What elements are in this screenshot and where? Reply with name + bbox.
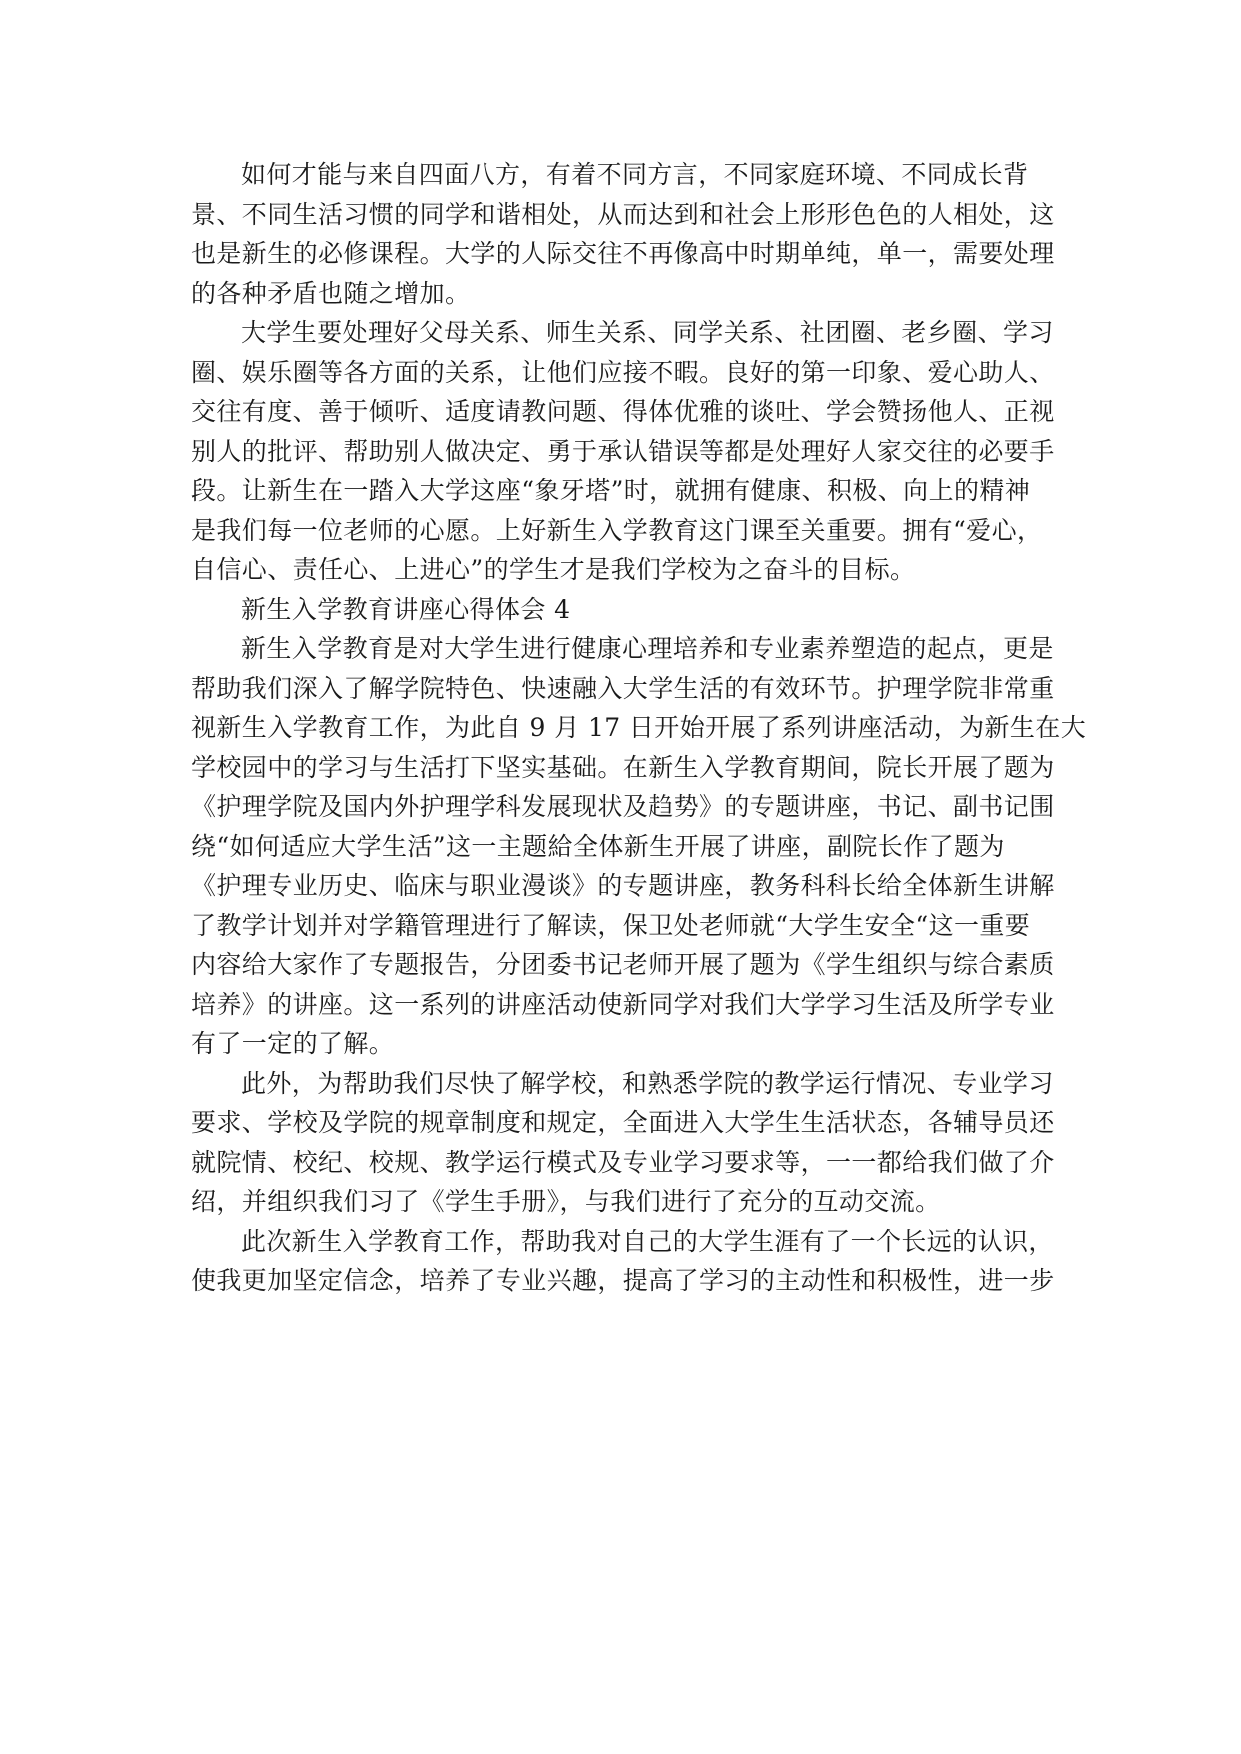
text-line: 绍，并组织我们习了《学生手册》，与我们进行了充分的互动交流。 — [191, 1187, 941, 1216]
text-line: 别人的批评、帮助别人做决定、勇于承认错误等都是处理好人家交往的必要手 — [191, 436, 1055, 466]
text-line: 也是新生的必修课程。大学的人际交往不再像高中时期单纯，单一，需要处理 — [191, 239, 1055, 268]
text-line: 景、不同生活习惯的同学和谐相处，从而达到和社会上形形色色的人相处，这 — [191, 199, 1055, 229]
text-line: 视新生入学教育工作，为此自 9 月 17 日开始开展了系列讲座活动，为新生在大 — [191, 713, 1087, 742]
text-line: 学校园中的学习与生活打下坚实基础。在新生入学教育期间，院长开展了题为 — [191, 752, 1055, 782]
text-line: 此次新生入学教育工作，帮助我对自己的大学生涯有了一个长远的认识， — [241, 1226, 1054, 1256]
text-line: 此外，为帮助我们尽快了解学校，和熟悉学院的教学运行情况、专业学习 — [241, 1068, 1054, 1098]
text-line: 是我们每一位老师的心愿。上好新生入学教育这门课至关重要。拥有“爱心， — [191, 515, 1043, 545]
text-line: 如何才能与来自四面八方，有着不同方言，不同家庭环境、不同成长背 — [241, 160, 1029, 189]
text-line: 的各种矛盾也随之增加。 — [191, 278, 471, 308]
text-line: 新生入学教育是对大学生进行健康心理培养和专业素养塑造的起点，更是 — [241, 634, 1054, 663]
text-line: 内容给大家作了专题报告，分团委书记老师开展了题为《学生组织与综合素质 — [191, 950, 1055, 979]
text-line: 圈、娱乐圈等各方面的关系，让他们应接不暇。良好的第一印象、爱心助人、 — [191, 357, 1055, 387]
text-line: 就院情、校纪、校规、教学运行模式及专业学习要求等，一一都给我们做了介 — [191, 1147, 1055, 1177]
text-line: 交往有度、善于倾听、适度请教问题、得体优雅的谈吐、学会赞扬他人、正视 — [191, 397, 1055, 426]
paragraph — [191, 1064, 1055, 1222]
text-line: 《护理学院及国内外护理学科发展现状及趋势》的专题讲座，书记、副书记围 — [191, 792, 1055, 821]
text-line: 绕“如何适应大学生活”这一主题給全体新生开展了讲座，副院长作了题为 — [191, 831, 1005, 861]
text-line: 要求、学校及学院的规章制度和规定，全面进入大学生生活状态，各辅导员还 — [191, 1108, 1055, 1137]
text-line: 自信心、责任心、上进心”的学生才是我们学校为之奋斗的目标。 — [191, 555, 916, 584]
text-line: 帮助我们深入了解学院特色、快速融入大学生活的有效环节。护理学院非常重 — [191, 673, 1055, 703]
paragraph — [191, 629, 1087, 1064]
text-line: 《护理专业历史、临床与职业漫谈》的专题讲座，教务科科长给全体新生讲解 — [191, 871, 1055, 900]
document-body — [191, 155, 1087, 1301]
text-line: 使我更加坚定信念，培养了专业兴趣，提高了学习的主动性和积极性，进一步 — [191, 1266, 1055, 1295]
text-line: 有了一定的了解。 — [191, 1029, 395, 1058]
paragraph — [191, 155, 1055, 313]
paragraph — [191, 313, 1055, 590]
paragraph — [191, 590, 1051, 630]
text-line: 新生入学教育讲座心得体会 4 — [241, 594, 571, 624]
text-line: 培养》的讲座。这一系列的讲座活动使新同学对我们大学学习生活及所学专业 — [191, 989, 1055, 1019]
text-line: 大学生要处理好父母关系、师生关系、同学关系、社团圈、老乡圈、学习 — [241, 318, 1054, 347]
text-line: 段。让新生在一踏入大学这座“象牙塔”时，就拥有健康、积极、向上的精神 — [191, 476, 1031, 505]
paragraph — [191, 1222, 1055, 1301]
text-line: 了教学计划并对学籍管理进行了解读，保卫处老师就“大学生安全“这一重要 — [191, 910, 1031, 940]
